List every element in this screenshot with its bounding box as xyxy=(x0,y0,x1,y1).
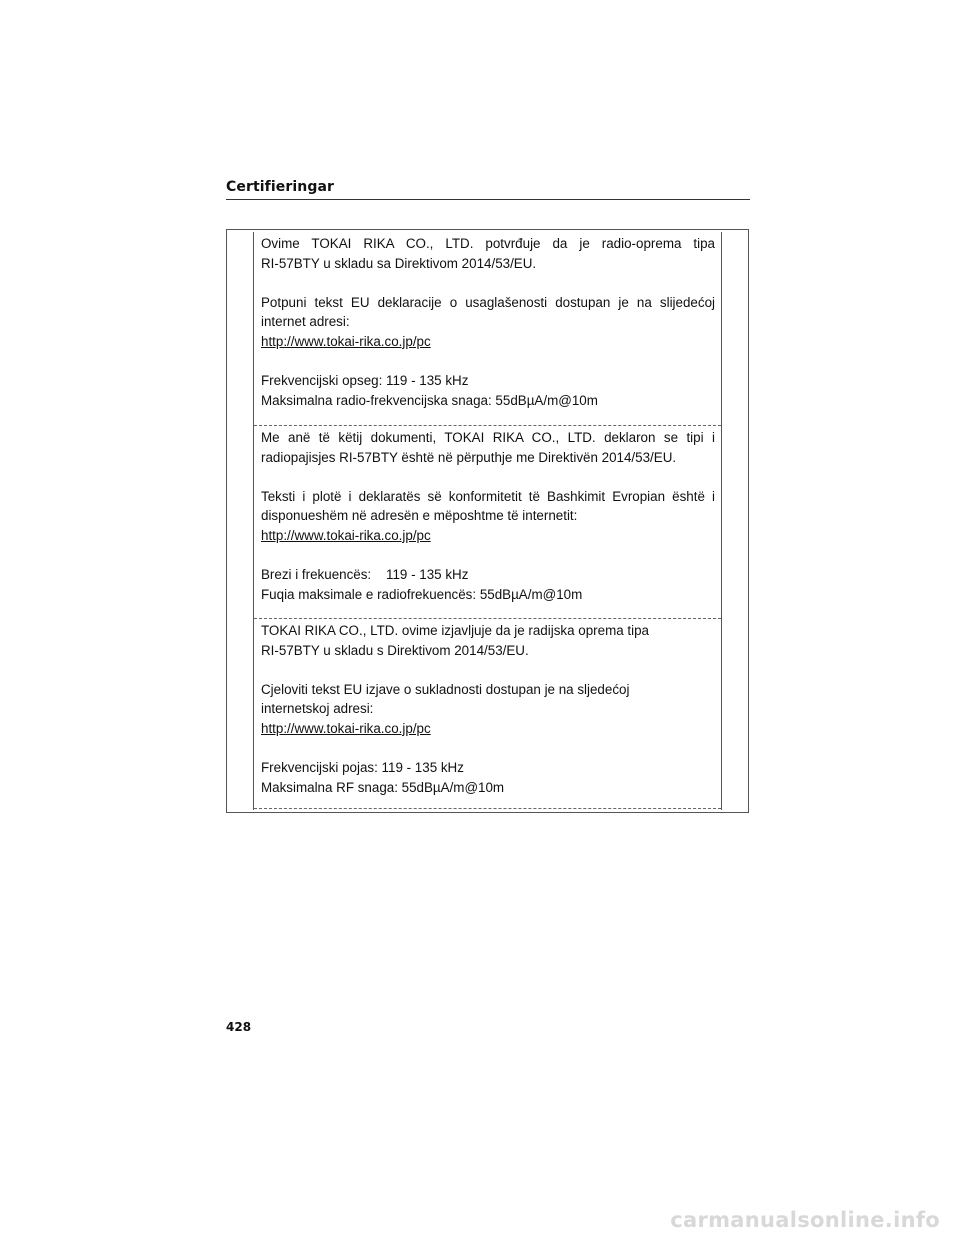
declaration-block-2 xyxy=(254,428,721,604)
declaration-text-line: RI-57BTY u skladu sa Direktivom 2014/53/EU. xyxy=(261,255,537,271)
declaration-text-line: radiopajisjes RI-57BTY është në përputhje me Direktivën 2014/53/EU. xyxy=(261,449,677,465)
block-divider xyxy=(254,425,721,426)
section-title: Certifieringar xyxy=(226,179,334,195)
declaration-text-line: internet adresi: xyxy=(261,314,350,330)
section-header xyxy=(226,178,750,200)
declaration-link[interactable]: http://www.tokai-rika.co.jp/pc xyxy=(261,333,431,349)
certification-table-inner xyxy=(253,232,722,810)
block-divider xyxy=(254,808,721,809)
block-divider xyxy=(254,618,721,619)
frequency-range: Frekvencijski pojas: 119 - 135 kHz xyxy=(261,760,464,776)
max-power: Maksimalna radio-frekvencijska snaga: 55dBµA/m@10m xyxy=(261,392,598,408)
page-number: 428 xyxy=(226,1020,252,1034)
declaration-link[interactable]: http://www.tokai-rika.co.jp/pc xyxy=(261,527,431,543)
watermark: carmanualsonline.info xyxy=(670,1208,940,1232)
declaration-block-3 xyxy=(254,621,721,797)
declaration-text-line: Me anë të këtij dokumenti, TOKAI RIKA CO., LTD. deklaron se tipi i xyxy=(261,430,715,445)
declaration-text-line: Ovime TOKAI RIKA CO., LTD. potvrđuje da je radio-oprema tipa xyxy=(261,236,715,251)
declaration-text-line: Cjeloviti tekst EU izjave o sukladnosti dostupan je na sljedećoj xyxy=(261,681,630,697)
max-power: Fuqia maksimale e radiofrekuencës: 55dBµA/m@10m xyxy=(261,586,583,602)
frequency-range: Brezi i frekuencës: 119 - 135 kHz xyxy=(261,567,469,583)
declaration-text-line: TOKAI RIKA CO., LTD. ovime izjavljuje da je radijska oprema tipa xyxy=(261,623,649,638)
declaration-text-line: disponueshëm në adresën e mëposhtme të internetit: xyxy=(261,508,578,524)
declaration-link[interactable]: http://www.tokai-rika.co.jp/pc xyxy=(261,720,431,736)
frequency-range: Frekvencijski opseg: 119 - 135 kHz xyxy=(261,373,469,389)
max-power: Maksimalna RF snaga: 55dBµA/m@10m xyxy=(261,779,505,795)
declaration-block-1 xyxy=(254,234,721,410)
declaration-text-line: Teksti i plotë i deklaratës së konformitetit të Bashkimit Evropian është i xyxy=(261,488,715,504)
declaration-text-line: internetskoj adresi: xyxy=(261,701,374,717)
declaration-text-line: RI-57BTY u skladu s Direktivom 2014/53/EU. xyxy=(261,642,529,658)
declaration-text-line: Potpuni tekst EU deklaracije o usaglašenosti dostupan je na slijedećoj xyxy=(261,294,715,310)
